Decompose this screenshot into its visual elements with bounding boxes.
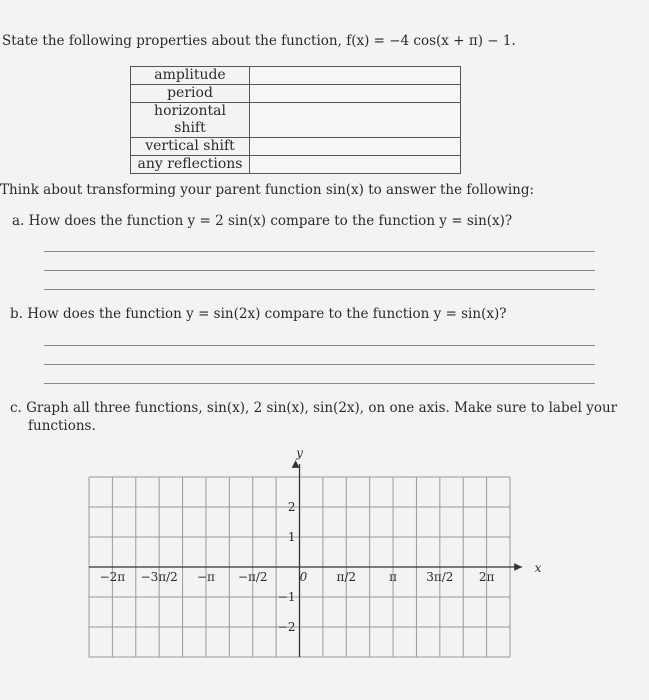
- x-axis-label: x: [534, 561, 542, 575]
- y-tick-label: 2: [287, 500, 296, 514]
- question-c-line2: functions.: [28, 418, 96, 434]
- y-axis-label: y: [296, 446, 303, 460]
- x-tick-label: −3π/2: [140, 570, 178, 584]
- x-tick-label: −π: [196, 570, 215, 584]
- row-label-period: period: [131, 85, 250, 103]
- row-label-vertical-shift: vertical shift: [131, 138, 250, 156]
- axis-labels: [100, 446, 542, 634]
- question-c-line1: c. Graph all three functions, sin(x), 2 sin(x), sin(2x), on one axis. Make sure to label your: [10, 400, 618, 416]
- question-b: b. How does the function y = sin(2x) compare to the function y = sin(x)?: [10, 306, 507, 322]
- x-tick-label: 3π/2: [426, 570, 454, 584]
- think-text: Think about transforming your parent function sin(x) to answer the following:: [0, 182, 535, 198]
- x-tick-label: π/2: [336, 570, 357, 584]
- question-a: a. How does the function y = 2 sin(x) compare to the function y = sin(x)?: [12, 213, 513, 229]
- row-label-amplitude: amplitude: [131, 67, 250, 85]
- y-tick-label: −2: [277, 620, 296, 634]
- y-tick-label: −1: [277, 590, 296, 604]
- intro-text: State the following properties about the function, f(x) = −4 cos(x + π) − 1.: [2, 33, 516, 49]
- x-tick-label: π: [389, 570, 398, 584]
- x-tick-label: −2π: [99, 570, 126, 584]
- row-label-any-reflections: any reflections: [131, 156, 250, 174]
- x-tick-label: −π/2: [237, 570, 268, 584]
- x-tick-label: 2π: [478, 570, 495, 584]
- x-tick-label: 0: [299, 570, 308, 584]
- row-label-horizontal-shift: horizontal shift: [131, 103, 250, 138]
- axes: [89, 464, 522, 657]
- y-tick-label: 1: [287, 530, 296, 544]
